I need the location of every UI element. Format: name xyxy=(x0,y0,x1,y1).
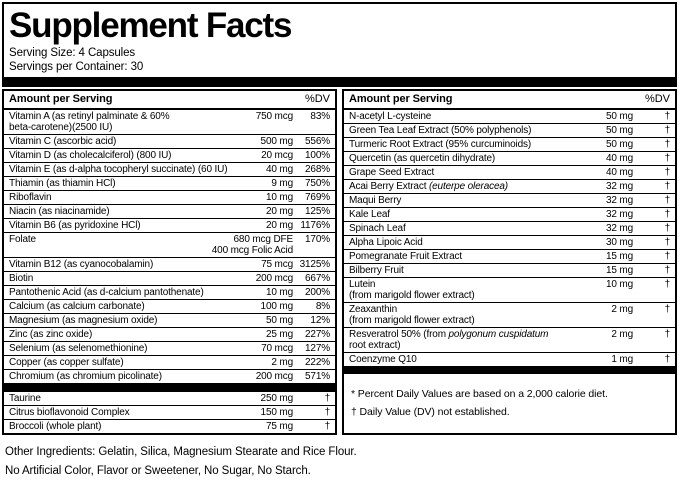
ingredient-amount: 1 mg xyxy=(611,354,633,365)
ingredient-name: Green Tea Leaf Extract (50% polyphenols) xyxy=(349,125,532,136)
ingredient-amount: 10 mg xyxy=(265,192,293,203)
ingredient-dv: † xyxy=(664,167,670,178)
table-row xyxy=(344,327,675,352)
table-row xyxy=(344,207,675,221)
left-ingredients-table xyxy=(2,89,337,435)
ingredient-dv: 571% xyxy=(305,371,330,382)
supplement-facts-panel xyxy=(2,2,677,435)
label-footer xyxy=(5,443,679,480)
ingredient-amount: 40 mg xyxy=(605,167,633,178)
ingredient-dv: 750% xyxy=(305,178,330,189)
table-row xyxy=(344,221,675,235)
ingredient-amount: 750 mcg xyxy=(255,111,293,122)
ingredient-amount: 50 mg xyxy=(605,139,633,150)
ingredient-amount: 100 mg xyxy=(260,301,293,312)
ingredient-name: Vitamin A (as retinyl palminate & 60% beta-carotene)(2500 IU) xyxy=(9,111,170,133)
ingredient-dv: † xyxy=(664,279,670,290)
ingredient-amount: 200 mcg xyxy=(255,371,293,382)
ingredient-dv: † xyxy=(664,237,670,248)
table-row xyxy=(4,355,335,369)
ingredient-name: Calcium (as calcium carbonate) xyxy=(9,301,145,312)
table-row xyxy=(4,271,335,285)
ingredient-dv: † xyxy=(664,265,670,276)
ingredient-name: Turmeric Root Extract (95% curcuminoids) xyxy=(349,139,532,150)
ingredient-name: Bilberry Fruit xyxy=(349,265,404,276)
table-row xyxy=(4,341,335,355)
ingredient-amount: 10 mg xyxy=(605,279,633,290)
no-additives-text: No Artificial Color, Flavor or Sweetener, No Sugar, No Starch. xyxy=(5,464,311,477)
ingredient-dv: † xyxy=(664,209,670,220)
amount-per-serving-label: Amount per Serving xyxy=(9,93,113,105)
table-row xyxy=(4,162,335,176)
table-row xyxy=(4,369,335,383)
ingredient-name: Vitamin B12 (as cyanocobalamin) xyxy=(9,259,154,270)
ingredient-amount: 32 mg xyxy=(605,195,633,206)
table-row xyxy=(344,235,675,249)
ingredient-name: N-acetyl L-cysteine xyxy=(349,111,432,122)
ingredient-name: Pomegranate Fruit Extract xyxy=(349,251,462,262)
ingredient-name: Lutein (from marigold flower extract) xyxy=(349,279,475,301)
footnotes-box xyxy=(344,374,675,433)
table-row xyxy=(4,134,335,148)
ingredient-dv: † xyxy=(664,251,670,262)
ingredient-amount: 20 mg xyxy=(265,206,293,217)
ingredient-dv: 127% xyxy=(305,343,330,354)
ingredient-dv: † xyxy=(664,111,670,122)
ingredient-amount: 40 mg xyxy=(265,164,293,175)
ingredient-amount: 40 mg xyxy=(605,153,633,164)
label-header xyxy=(2,2,677,77)
ingredient-name: Pantothenic Acid (as d-calcium pantothenate) xyxy=(9,287,204,298)
ingredient-name: Folate xyxy=(9,234,36,245)
ingredient-amount: 2 mg xyxy=(611,304,633,315)
right-ingredients-table xyxy=(342,89,677,435)
table-row xyxy=(344,193,675,207)
table-row xyxy=(344,249,675,263)
percent-dv-label: %DV xyxy=(644,93,670,105)
ingredient-name: Grape Seed Extract xyxy=(349,167,435,178)
ingredient-name: Acai Berry Extract (euterpe oleracea) xyxy=(349,181,508,192)
ingredient-amount: 70 mcg xyxy=(261,343,293,354)
ingredient-amount: 15 mg xyxy=(605,251,633,262)
footnote-line: † Daily Value (DV) not established. xyxy=(351,406,510,418)
ingredients-columns xyxy=(2,89,677,435)
ingredient-amount: 680 mcg DFE 400 mcg Folic Acid xyxy=(211,234,293,256)
ingredient-name: Kale Leaf xyxy=(349,209,390,220)
ingredient-dv: † xyxy=(664,153,670,164)
ingredient-dv: 100% xyxy=(305,150,330,161)
table-row xyxy=(344,263,675,277)
ingredient-dv: † xyxy=(664,304,670,315)
ingredient-dv: 769% xyxy=(305,192,330,203)
ingredient-name: Thiamin (as thiamin HCl) xyxy=(9,178,116,189)
ingredient-dv: 1176% xyxy=(300,220,330,231)
ingredient-dv: † xyxy=(664,223,670,234)
ingredient-name: Spinach Leaf xyxy=(349,223,406,234)
ingredient-amount: 20 mcg xyxy=(261,150,293,161)
ingredient-name: Selenium (as selenomethionine) xyxy=(9,343,148,354)
ingredient-amount: 20 mg xyxy=(265,220,293,231)
ingredient-amount: 15 mg xyxy=(605,265,633,276)
supplement-facts-title: Supplement Facts xyxy=(9,6,292,45)
table-row xyxy=(344,151,675,165)
ingredient-name: Niacin (as niacinamide) xyxy=(9,206,110,217)
table-row xyxy=(4,313,335,327)
table-row xyxy=(4,285,335,299)
table-row xyxy=(4,176,335,190)
ingredient-amount: 9 mg xyxy=(271,178,293,189)
ingredient-name: Maqui Berry xyxy=(349,195,402,206)
column-header-row xyxy=(4,91,335,109)
ingredient-amount: 500 mg xyxy=(260,136,293,147)
ingredient-amount: 75 mcg xyxy=(261,259,293,270)
serving-size-text: Serving Size: 4 Capsules xyxy=(9,47,136,59)
ingredient-dv: 200% xyxy=(305,287,330,298)
table-row xyxy=(4,190,335,204)
table-row xyxy=(4,218,335,232)
ingredient-dv: 222% xyxy=(305,357,330,368)
ingredient-name: Quercetin (as quercetin dihydrate) xyxy=(349,153,496,164)
ingredient-amount: 50 mg xyxy=(605,125,633,136)
footnote-line: * Percent Daily Values are based on a 2,000 calorie diet. xyxy=(351,388,608,400)
ingredient-name: Zinc (as zinc oxide) xyxy=(9,329,93,340)
ingredient-name: Magnesium (as magnesium oxide) xyxy=(9,315,158,326)
table-row xyxy=(344,352,675,366)
ingredient-name: Chromium (as chromium picolinate) xyxy=(9,371,162,382)
column-header-row xyxy=(344,91,675,109)
ingredient-amount: 32 mg xyxy=(605,181,633,192)
ingredient-name: Riboflavin xyxy=(9,192,52,203)
table-row xyxy=(344,165,675,179)
ingredient-dv: † xyxy=(664,139,670,150)
ingredient-amount: 32 mg xyxy=(605,223,633,234)
ingredient-name: Broccoli (whole plant) xyxy=(9,421,102,432)
ingredient-dv: † xyxy=(664,181,670,192)
ingredient-amount: 2 mg xyxy=(611,329,633,340)
ingredient-name: Alpha Lipoic Acid xyxy=(349,237,423,248)
ingredient-dv: † xyxy=(664,125,670,136)
ingredient-dv: † xyxy=(664,329,670,340)
ingredient-amount: 50 mg xyxy=(605,111,633,122)
table-row xyxy=(4,148,335,162)
section-divider-bar xyxy=(4,383,335,391)
percent-dv-label: %DV xyxy=(304,93,330,105)
ingredient-name: Vitamin C (ascorbic acid) xyxy=(9,136,117,147)
ingredient-amount: 25 mg xyxy=(265,329,293,340)
ingredient-name: Citrus bioflavonoid Complex xyxy=(9,407,130,418)
ingredient-amount: 250 mg xyxy=(260,393,293,404)
ingredient-dv: 125% xyxy=(305,206,330,217)
ingredient-amount: 10 mg xyxy=(265,287,293,298)
ingredient-dv: 170% xyxy=(305,234,330,245)
ingredient-dv: † xyxy=(324,421,330,432)
ingredient-name: Vitamin B6 (as pyridoxine HCl) xyxy=(9,220,141,231)
ingredient-amount: 75 mg xyxy=(265,421,293,432)
ingredient-dv: 83% xyxy=(310,111,330,122)
ingredient-dv: 268% xyxy=(305,164,330,175)
ingredient-amount: 32 mg xyxy=(605,209,633,220)
ingredient-amount: 2 mg xyxy=(271,357,293,368)
ingredient-dv: 556% xyxy=(305,136,330,147)
table-row xyxy=(4,232,335,257)
ingredient-name: Resveratrol 50% (from polygonum cuspidatum root extract) xyxy=(349,329,549,351)
ingredient-dv: 227% xyxy=(305,329,330,340)
ingredient-name: Taurine xyxy=(9,393,41,404)
table-row xyxy=(4,391,335,405)
table-row xyxy=(4,299,335,313)
ingredient-amount: 200 mcg xyxy=(255,273,293,284)
ingredient-dv: † xyxy=(664,195,670,206)
table-row xyxy=(344,302,675,327)
ingredient-dv: † xyxy=(324,393,330,404)
amount-per-serving-label: Amount per Serving xyxy=(349,93,453,105)
ingredient-name: Zeaxanthin (from marigold flower extract) xyxy=(349,304,475,326)
ingredient-dv: † xyxy=(324,407,330,418)
ingredient-dv: 667% xyxy=(305,273,330,284)
ingredient-dv: 12% xyxy=(310,315,330,326)
table-row xyxy=(4,327,335,341)
ingredient-amount: 30 mg xyxy=(605,237,633,248)
ingredient-dv: 8% xyxy=(315,301,330,312)
table-row xyxy=(344,179,675,193)
table-row xyxy=(4,109,335,134)
table-row xyxy=(4,405,335,419)
servings-per-container-text: Servings per Container: 30 xyxy=(9,60,144,73)
table-row xyxy=(344,277,675,302)
ingredient-name: Coenzyme Q10 xyxy=(349,354,417,365)
section-divider-bar xyxy=(344,366,675,374)
ingredient-dv: 3125% xyxy=(299,259,330,270)
ingredient-dv: † xyxy=(664,354,670,365)
table-row xyxy=(344,137,675,151)
table-row xyxy=(4,257,335,271)
table-row xyxy=(344,123,675,137)
ingredient-name: Vitamin E (as d-alpha tocopheryl succinate) (60 IU) xyxy=(9,164,228,175)
table-row xyxy=(344,109,675,123)
top-divider-bar xyxy=(2,77,677,87)
ingredient-amount: 50 mg xyxy=(265,315,293,326)
other-ingredients-text: Other Ingredients: Gelatin, Silica, Magnesium Stearate and Rice Flour. xyxy=(5,446,357,458)
table-row xyxy=(4,419,335,433)
ingredient-name: Copper (as copper sulfate) xyxy=(9,357,124,368)
ingredient-name: Biotin xyxy=(9,273,34,284)
table-row xyxy=(4,204,335,218)
ingredient-name: Vitamin D (as cholecalciferol) (800 IU) xyxy=(9,150,172,161)
ingredient-amount: 150 mg xyxy=(260,407,293,418)
